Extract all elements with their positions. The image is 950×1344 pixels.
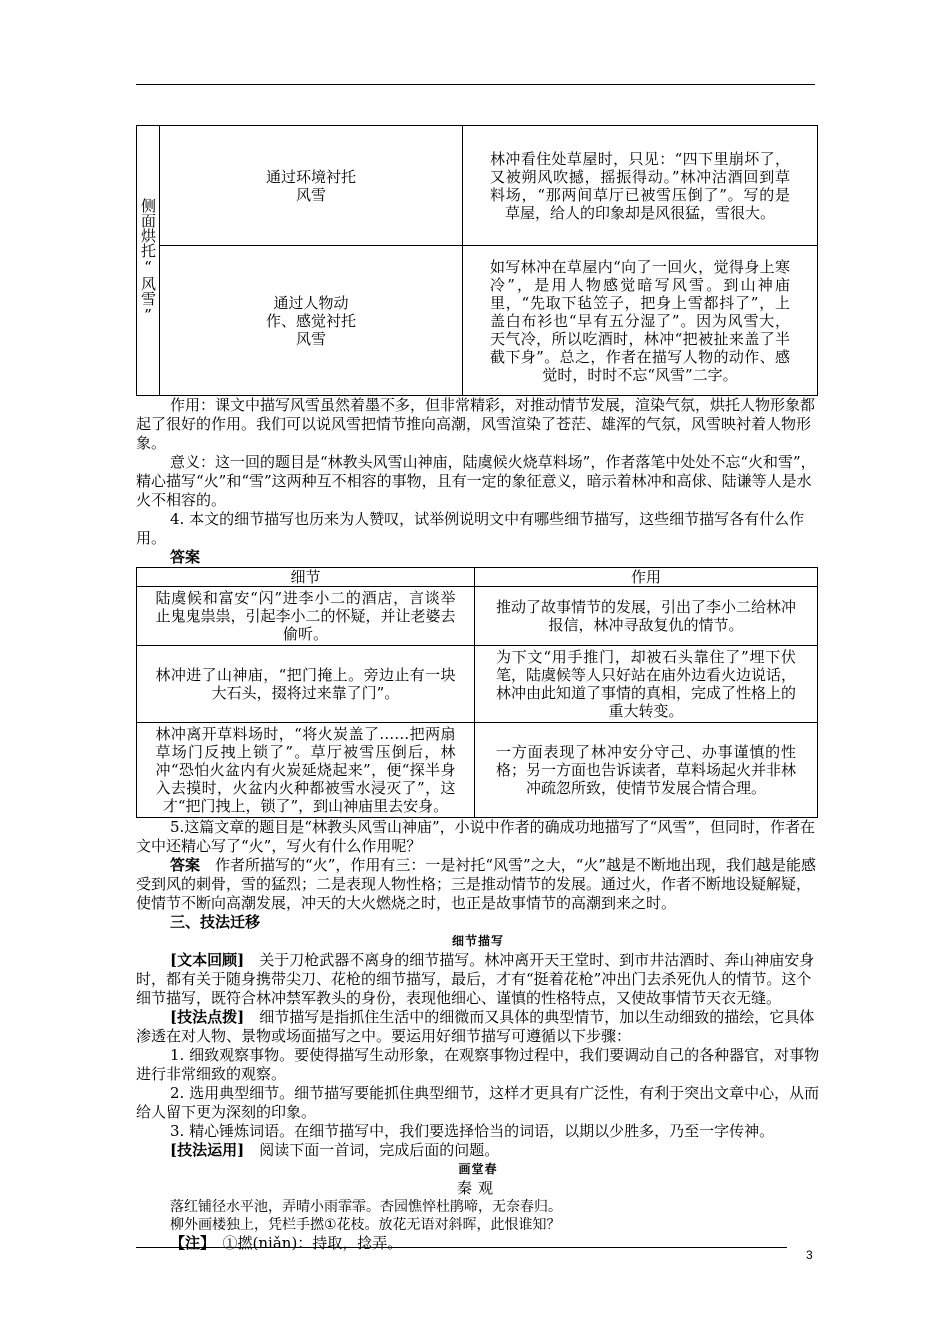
- detail-cell: [137, 587, 475, 646]
- side-contrast-table: [136, 125, 818, 396]
- detail-cell: [137, 646, 475, 723]
- meaning-paragraph: 意义：这一回的题目是“林教头风雪山神庙，陆虞候火烧草料场”，作者落笔中处处不忘“火和雪”，精心描写“火”和“雪”这两种互不相容的事物，且有一定的象征意义，暗示着林冲和高俅、陆谦等人是水火不相容的。: [136, 453, 816, 509]
- example-cell: [463, 126, 818, 246]
- page-number: 3: [806, 1248, 813, 1262]
- detail-cell: [137, 723, 475, 818]
- poem-line: 落红铺径水平池，弄晴小雨霏霏。杏园憔悴杜鹃啼，无奈春归。: [170, 1199, 562, 1215]
- review-text: 关于刀枪武器不离身的细节描写。林冲离开天王堂时、到市井沽酒时、奔山神庙安身时，都有关于随身携带尖刀、花枪的细节描写，最后，才有“挺着花枪”冲出门去杀死仇人的情节。这个细节描写，既符合林冲禁军教头的身份，表现他细心、谨慎的性格特点，又使故事情节天衣无缝。: [136, 951, 815, 1007]
- example-text: 如写林冲在草屋内“向了一回火，觉得身上寒冷”，是用人物感觉暗写风雪。到山神庙里，“先取下毡笠子，把身上雪都抖了”，上盖白布衫也“早有五分湿了”。因为风雪大，天气冷，所以吃酒时，林冲“把被扯来盖了半截下身”。总之，作者在描写人物的动作、感觉时，时时不忘“风雪”二字。: [490, 257, 790, 384]
- review-paragraph: [136, 951, 820, 1008]
- tips-label: [技法点拨]: [170, 1008, 245, 1026]
- effect-cell: [475, 646, 818, 723]
- note-text: ①撚(niǎn)：持取，捻弄。: [222, 1234, 403, 1252]
- tips-paragraph: [136, 1008, 820, 1046]
- step-item: 3. 精心锤炼词语。在细节描写中，我们要选择恰当的词语，以期以少胜多，乃至一字传神。: [170, 1122, 775, 1140]
- header-detail: 细节: [137, 568, 475, 587]
- question-5: 5.这篇文章的题目是“林教头风雪山神庙”，小说中作者的确成功地描写了“风雪”，但同时，作者在文中还精心写了“火”，写火有什么作用呢？: [136, 818, 815, 855]
- poem-note: [136, 1234, 820, 1253]
- answer-label: 答案: [170, 548, 201, 566]
- detail-text: 陆虞候和富安“闪”进李小二的酒店，言谈举止鬼鬼祟祟，引起李小二的怀疑，并让老婆去偷听。: [155, 589, 456, 643]
- question-4: 4. 本文的细节描写也历来为人赞叹，试举例说明文中有哪些细节描写，这些细节描写各有什么作用。: [136, 510, 805, 547]
- table-row: [137, 126, 818, 246]
- detail-text: 林冲离开草料场时，“将火炭盖了……把两扇草场门反拽上锁了”。草厅被雪压倒后，林冲“恐怕火盆内有火炭延烧起来”，便“探半身入去摸时，火盆内火种都被雪水浸灭了”，这才“把门拽上，锁了”，到山神庙里去安身。: [155, 725, 456, 815]
- page-content: [136, 125, 820, 1253]
- answer-label: 答案: [170, 856, 201, 874]
- header-rule: [136, 84, 815, 85]
- detail-table: [136, 567, 818, 818]
- effect-text: 推动了故事情节的发展，引出了李小二给林冲报信，林冲寻敌复仇的情节。: [496, 598, 797, 634]
- table-row: [137, 246, 818, 396]
- note-label: 【注】: [170, 1234, 208, 1252]
- answer-text: 作者所描写的“火”，作用有三：一是衬托“风雪”之大，“火”越是不断地出现，我们越是能感受到风的刺骨，雪的猛烈；二是表现人物性格；三是推动情节的发展。通过火，作者不断地设疑解疑，使情节不断向高潮发展，冲天的大火燃烧之时，也正是故事情节的高潮到来之时。: [136, 856, 817, 912]
- table-row: [137, 587, 818, 646]
- poem-line: 柳外画楼独上，凭栏手撚①花枝。放花无语对斜晖，此恨谁知？: [170, 1217, 561, 1233]
- example-cell: [463, 246, 818, 396]
- method-text: 通过环境衬托风雪: [266, 167, 357, 204]
- use-label: [技法运用]: [170, 1141, 245, 1159]
- table-row: [137, 723, 818, 818]
- footer-rule: [136, 1247, 787, 1248]
- step-item: 1. 细致观察事物。要使得描写生动形象，在观察事物过程中，我们要调动自己的各种器官，对事物进行非常细致的观察。: [136, 1046, 820, 1083]
- effect-paragraph: 作用：课文中描写风雪虽然着墨不多，但非常精彩，对推动情节发展，渲染气氛，烘托人物形象都起了很好的作用。我们可以说风雪把情节推向高潮，风雪渲染了苍茫、雄浑的气氛，风雪映衬着人物形象。: [136, 396, 816, 452]
- side-label: 侧面烘托“风雪”: [139, 197, 157, 324]
- review-label: [文本回顾]: [170, 951, 245, 969]
- section-subtitle: 细节描写: [451, 934, 504, 948]
- poem-author: 秦观: [456, 1179, 499, 1197]
- header-effect: 作用: [475, 568, 818, 587]
- effect-text: 为下文“用手推门，却被石头靠住了”埋下伏笔，陆虞候等人只好站在庙外边看火边说话，林冲由此知道了事情的真相，完成了性格上的重大转变。: [496, 648, 797, 720]
- poem-title: 画堂春: [458, 1162, 498, 1176]
- side-label-cell: [137, 126, 160, 396]
- tips-text: 细节描写是指抓住生活中的细微而又具体的典型情节，加以生动细致的描绘，它具体渗透在对人物、景物或场面描写之中。要运用好细节描写可遵循以下步骤：: [136, 1008, 815, 1045]
- detail-text: 林冲进了山神庙，“把门掩上。旁边止有一块大石头，掇将过来靠了门”。: [155, 666, 456, 702]
- effect-cell: [475, 587, 818, 646]
- use-paragraph: [136, 1141, 820, 1160]
- table-row: [137, 646, 818, 723]
- effect-text: 一方面表现了林冲安分守己、办事谨慎的性格；另一方面也告诉读者，草料场起火并非林冲疏忽所致，使情节发展合情合理。: [496, 743, 797, 797]
- method-cell: [160, 246, 463, 396]
- use-text: 阅读下面一首词，完成后面的问题。: [259, 1141, 500, 1159]
- method-text: 通过人物动作、感觉衬托风雪: [266, 293, 357, 348]
- effect-cell: [475, 723, 818, 818]
- question-5-answer: [136, 856, 820, 913]
- section-heading: 三、技法迁移: [170, 913, 261, 931]
- method-cell: [160, 126, 463, 246]
- step-item: 2. 选用典型细节。细节描写要能抓住典型细节，这样才更具有广泛性，有利于突出文章中心，从而给人留下更为深刻的印象。: [136, 1084, 820, 1121]
- table-header-row: [137, 568, 818, 587]
- example-text: 林冲看住处草屋时，只见：“四下里崩坏了，又被朔风吹撼，摇振得动。”林冲沽酒回到草料场，“那两间草厅已被雪压倒了”。写的是草屋，给人的印象却是风很猛，雪很大。: [490, 149, 790, 222]
